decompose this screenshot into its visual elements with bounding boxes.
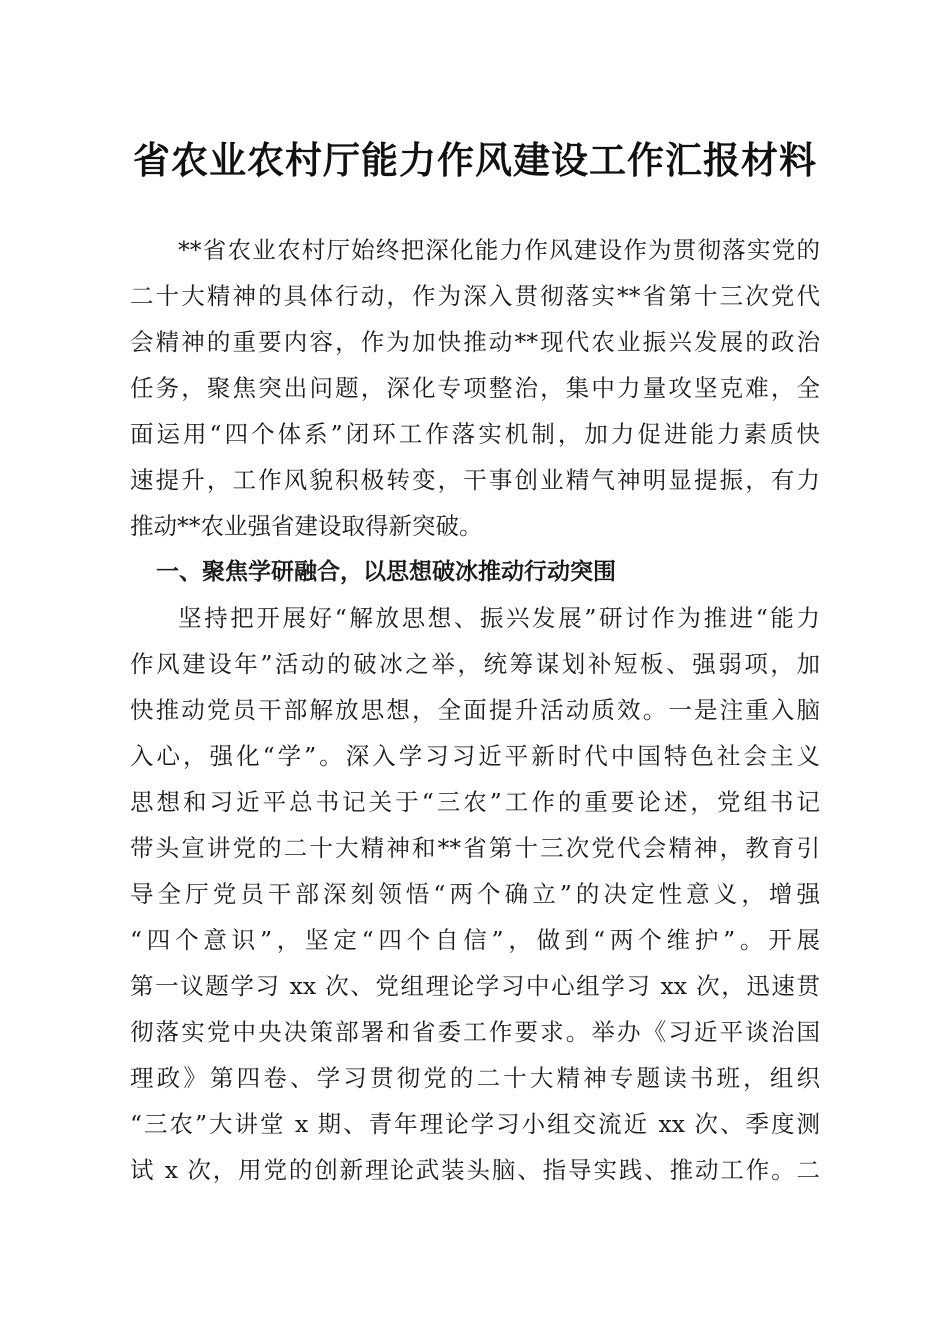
- section1-line-2: 作风建设年”活动的破冰之举，统筹谋划补短板、强弱项，加: [130, 650, 820, 678]
- section1-line-5: 思想和习近平总书记关于“三农”工作的重要论述，党组书记: [130, 788, 820, 816]
- section1-line-9: 第一议题学习 xx 次、党组理论学习中心组学习 xx 次，迅速贯: [130, 972, 820, 1000]
- section1-line-6: 带头宣讲党的二十大精神和**省第十三次党代会精神，教育引: [130, 834, 820, 862]
- section1-line-3: 快推动党员干部解放思想，全面提升活动质效。一是注重入脑: [130, 696, 820, 724]
- intro-line-4: 任务，聚焦突出问题，深化专项整治，集中力量攻坚克难，全: [130, 374, 820, 402]
- section1-line-12: “三农”大讲堂 x 期、青年理论学习小组交流近 xx 次、季度测: [130, 1110, 820, 1138]
- section-heading-1: 一、聚焦学研融合，以思想破冰推动行动突围: [156, 559, 616, 585]
- intro-line-5: 面运用“四个体系”闭环工作落实机制，加力促进能力素质快: [130, 420, 820, 448]
- intro-line-7: 推动**农业强省建设取得新突破。: [130, 512, 483, 540]
- intro-line-1: **省农业农村厅始终把深化能力作风建设作为贯彻落实党的: [178, 236, 820, 264]
- section1-line-13: 试 x 次，用党的创新理论武装头脑、指导实践、推动工作。二: [130, 1156, 820, 1184]
- section1-line-7: 导全厅党员干部深刻领悟“两个确立”的决定性意义，增强: [130, 880, 820, 908]
- document-title: 省农业农村厅能力作风建设工作汇报材料: [133, 138, 817, 182]
- section1-line-4: 入心，强化“学”。深入学习习近平新时代中国特色社会主义: [130, 742, 820, 770]
- intro-line-2: 二十大精神的具体行动，作为深入贯彻落实**省第十三次党代: [130, 282, 820, 310]
- intro-line-3: 会精神的重要内容，作为加快推动**现代农业振兴发展的政治: [130, 328, 820, 356]
- section1-line-10: 彻落实党中央决策部署和省委工作要求。举办《习近平谈治国: [130, 1018, 820, 1046]
- section1-line-1: 坚持把开展好“解放思想、振兴发展”研讨作为推进“能力: [178, 604, 820, 632]
- section1-line-11: 理政》第四卷、学习贯彻党的二十大精神专题读书班，组织: [130, 1064, 820, 1092]
- section1-line-8: “四个意识”，坚定“四个自信”，做到“两个维护”。开展: [130, 926, 820, 954]
- intro-line-6: 速提升，工作风貌积极转变，干事创业精气神明显提振，有力: [130, 466, 820, 494]
